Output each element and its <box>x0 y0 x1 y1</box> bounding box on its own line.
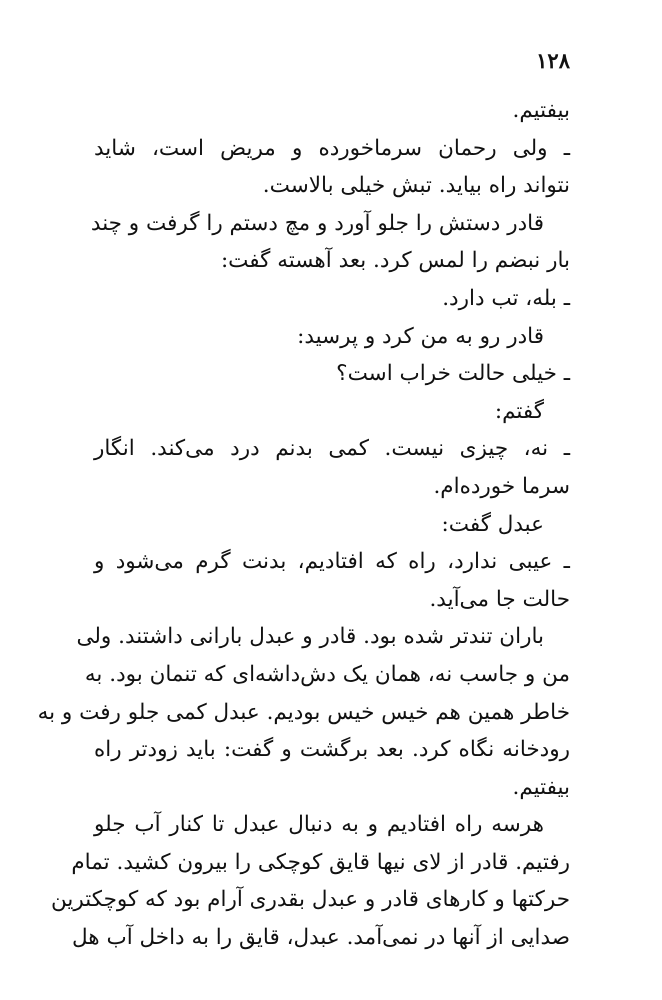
text-line: خاطر همین هم خیس خیس بودیم. عبدل کمی جلو رفت و به <box>37 699 570 725</box>
text-line: قادر دستش را جلو آورد و مچ دستم را گرفت و چند <box>90 210 544 236</box>
text-line: حرکتها و کارهای قادر و عبدل بقدری آرام بود که کوچکترین <box>51 887 570 913</box>
text-line: سرما خورده‌ام. <box>433 473 570 499</box>
text-line: ـ عیبی ندارد، راه که افتادیم، بدنت گرم می‌شود و <box>94 549 570 575</box>
text-line: ـ خیلی حالت خراب است؟ <box>336 361 570 387</box>
text-line: من و جاسب نه، همان یک دش‌داشه‌ای که تنمان بود. به <box>84 661 570 687</box>
text-line: رفتیم. قادر از لای نیها قایق کوچکی را بیرون کشید. تمام <box>71 849 570 875</box>
text-line: عبدل گفت: <box>441 511 544 537</box>
text-line: هرسه راه افتادیم و به دنبال عبدل تا کنار آب جلو <box>94 812 544 838</box>
text-line: باران تندتر شده بود. قادر و عبدل بارانی داشتند. ولی <box>76 624 544 650</box>
text-line: رودخانه نگاه کرد. بعد برگشت و گفت: باید زودتر راه <box>94 737 570 763</box>
text-line: نتواند راه بیاید. تبش خیلی بالاست. <box>262 173 570 199</box>
text-line: ـ بله، تب دارد. <box>442 285 570 311</box>
text-line: بیفتیم. <box>512 774 570 800</box>
text-line: حالت جا می‌آید. <box>429 586 570 612</box>
page-number: ۱۲۸ <box>536 48 570 73</box>
text-line: ـ ولی رحمان سرماخورده و مریض است، شاید <box>94 135 570 161</box>
text-line: بار نبضم را لمس کرد. بعد آهسته گفت: <box>220 248 570 274</box>
text-line: بیفتیم. <box>512 98 570 123</box>
body-text <box>37 92 570 957</box>
text-line: گفتم: <box>494 398 544 424</box>
text-line: قادر رو به من کرد و پرسید: <box>297 323 544 349</box>
text-line: صدایی از آنها در نمی‌آمد. عبدل، قایق را به داخل آب هل <box>72 925 570 951</box>
text-line: ـ نه، چیزی نیست. کمی بدنم درد می‌کند. انگار <box>94 436 570 462</box>
